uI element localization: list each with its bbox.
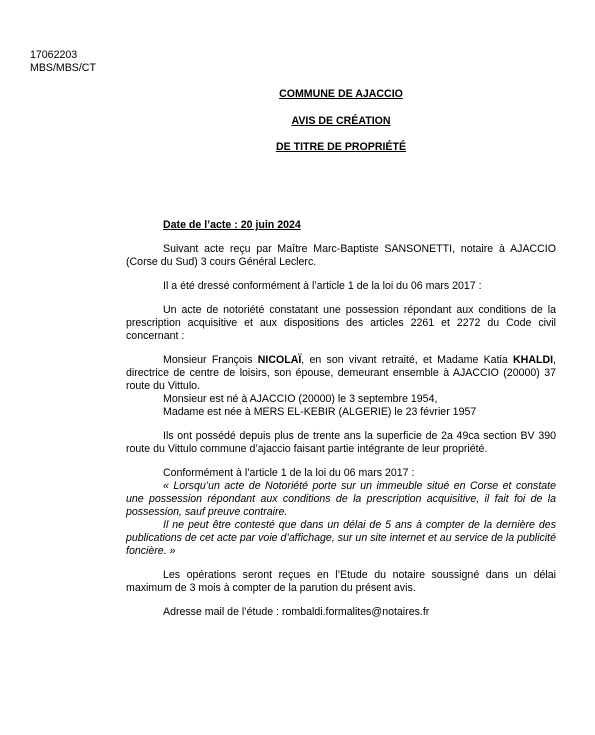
monsieur-suffix: , en son vivant retraité, et Madame Katia xyxy=(301,354,514,366)
heading-titre: DE TITRE DE PROPRIÉTÉ xyxy=(275,141,407,153)
madame-suffix: , directrice de centre de loisirs, son épouse, demeurant ensemble à AJACCIO (20000) 37 route du Vittulo. xyxy=(126,354,557,392)
office-email: Adresse mail de l’étude : rombaldi.formalites@notaires.fr xyxy=(163,606,430,618)
reference-number: 17062203 xyxy=(30,49,78,61)
paragraph-conformement: Conformément à l’article 1 de la loi du 06 mars 2017 : xyxy=(163,467,415,479)
paragraph-operations: Les opérations seront reçues en l’Etude du notaire soussigné dans un délai maximum de 3 mois à compter de la parution du présent avis. xyxy=(126,569,556,594)
parties-block xyxy=(126,354,556,419)
parties-paragraph xyxy=(126,354,556,393)
paragraph-dresse: Il a été dressé conformément à l’article 1 de la loi du 06 mars 2017 : xyxy=(163,280,482,292)
act-date: Date de l’acte : 20 juin 2024 xyxy=(163,219,301,231)
monsieur-birth: Monsieur est né à AJACCIO (20000) le 3 septembre 1954, xyxy=(163,393,438,405)
madame-birth: Madame est née à MERS EL-KEBIR (ALGERIE) le 23 février 1957 xyxy=(163,406,477,418)
article-quote-block xyxy=(126,467,556,558)
paragraph-acte: Un acte de notoriété constatant une possession répondant aux conditions de la prescription acquisitive et aux dispositions des articles 2261 et 2272 du Code civil concernant : xyxy=(126,304,556,342)
quote-second: Il ne peut être contesté que dans un délai de 5 ans à compter de la dernière des publications de cet acte par voie d’affichage, sur un site internet et au service de la publicité foncière. » xyxy=(126,519,556,557)
file-reference xyxy=(30,49,96,75)
quote-first: « Lorsqu’un acte de Notoriété porte sur un immeuble situé en Corse et constate une possession répondant aux conditions de la prescription acquisitive, il fait foi de la possession, sauf preuve contraire. xyxy=(126,480,556,518)
monsieur-prefix: Monsieur François xyxy=(163,354,258,366)
paragraph-notaire: Suivant acte reçu par Maître Marc-Baptiste SANSONETTI, notaire à AJACCIO (Corse du Sud) 3 cours Général Leclerc. xyxy=(126,243,556,268)
monsieur-surname: NICOLAÏ xyxy=(257,354,302,366)
reference-initials: MBS/MBS/CT xyxy=(30,62,96,74)
document-body xyxy=(126,219,556,619)
madame-surname: KHALDI xyxy=(513,354,554,366)
paragraph-possede: Ils ont possédé depuis plus de trente ans la superficie de 2a 49ca section BV 390 route du Vittulo commune d’ajaccio faisant partie intégrante de leur propriété. xyxy=(126,430,556,455)
heading-avis: AVIS DE CRÉATION xyxy=(291,115,391,127)
heading-commune: COMMUNE DE AJACCIO xyxy=(279,88,403,100)
